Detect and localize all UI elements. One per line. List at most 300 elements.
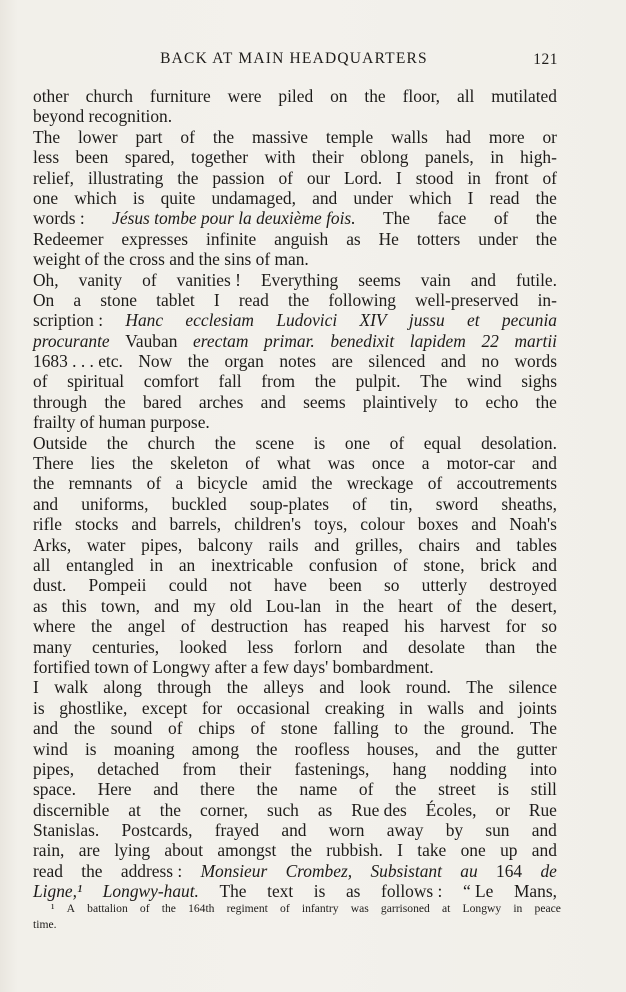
word: under (353, 187, 393, 208)
word: following (328, 289, 396, 310)
word: The (33, 126, 61, 147)
word: mutilated (491, 86, 557, 106)
word: uniforms, (81, 493, 149, 514)
word: sheaths, (501, 493, 557, 514)
word: front (494, 167, 529, 188)
word: stone, (423, 554, 465, 575)
word: illustrating (87, 167, 164, 188)
text-line (33, 616, 557, 636)
text-line (33, 840, 557, 860)
word: walls (391, 126, 428, 147)
word: old (229, 595, 252, 616)
word: balcony (197, 534, 253, 555)
word: except (141, 697, 188, 718)
word: boxes (417, 514, 459, 535)
word: lower (77, 126, 118, 147)
word: read (33, 860, 63, 881)
word: Redeemer (33, 228, 104, 249)
word: rifle (33, 514, 62, 535)
word: The (529, 718, 557, 739)
word: in (335, 595, 349, 616)
footnote-word: battalion (87, 902, 128, 915)
word: primar. (264, 330, 315, 351)
word: I (33, 677, 39, 698)
word: joints (518, 697, 557, 718)
word: pipes, (141, 534, 183, 555)
word: lapidem (409, 330, 466, 351)
word: wreckage (346, 473, 414, 494)
word: alleys (263, 677, 304, 698)
word: our (306, 167, 331, 188)
text-line (33, 800, 557, 820)
word: brick (480, 554, 517, 575)
word: de (540, 860, 557, 881)
text-line (33, 310, 557, 330)
word: one (344, 432, 371, 453)
word: and (531, 820, 557, 841)
word: the (104, 391, 126, 412)
word: Lord. (343, 167, 383, 188)
word: the (287, 289, 310, 310)
word: what (276, 453, 311, 474)
word: notes (279, 351, 317, 372)
word: been (75, 147, 109, 168)
word: fall (218, 371, 242, 392)
word: jussu (408, 310, 445, 331)
word: at (128, 799, 141, 820)
word: scene (255, 432, 295, 453)
word: Postcards, (121, 820, 193, 841)
footnote-word: ¹ (51, 902, 55, 915)
word: of (146, 473, 162, 494)
word: remnants (68, 473, 133, 494)
word: and (260, 391, 286, 412)
word: in (149, 554, 164, 575)
word: amid (262, 473, 297, 494)
word: one (460, 840, 486, 861)
word: moaning (113, 738, 175, 759)
word: silenced (368, 351, 426, 372)
word: as (346, 228, 361, 249)
word: Oh, (33, 269, 59, 290)
word: plaintively (362, 391, 438, 412)
text-line (33, 290, 557, 310)
word: the (256, 738, 278, 759)
word: Arks, (33, 534, 72, 555)
word: au (460, 860, 478, 881)
word: fastenings, (294, 758, 370, 779)
word: undamaged, (211, 187, 296, 208)
word: Ligne,¹ (33, 881, 83, 902)
word: Here (97, 779, 132, 800)
word: sighs (521, 371, 557, 392)
word: colour (360, 514, 405, 535)
word: On (33, 289, 55, 310)
word: stocks (74, 514, 119, 535)
word: The (219, 881, 247, 902)
word: such (266, 799, 299, 820)
word: pecunia (501, 310, 557, 331)
word: all (33, 554, 51, 575)
word: desolation. (481, 432, 557, 453)
word: benedixit (330, 330, 395, 351)
word: inextricable (211, 554, 294, 575)
word: of (168, 718, 183, 739)
word: wind (466, 371, 502, 392)
word: in (490, 147, 504, 168)
text-line (33, 575, 557, 595)
word: harvest (440, 616, 491, 637)
word: is (132, 187, 145, 208)
word: Pompeii (88, 575, 147, 596)
word: of (352, 493, 367, 514)
word: less (247, 636, 274, 657)
word: Crombez, (285, 860, 353, 881)
word: so (384, 575, 400, 596)
word: lying (114, 840, 151, 861)
word: ground. (460, 718, 515, 739)
word: round. (405, 677, 451, 698)
word: the (535, 187, 557, 208)
word: desert, (511, 595, 557, 616)
word: the (290, 840, 312, 861)
word: and (362, 636, 388, 657)
word: hang (392, 758, 427, 779)
word: the (106, 432, 128, 453)
text-line (33, 494, 557, 514)
word: stone (280, 718, 318, 739)
word: I (397, 840, 403, 861)
word: He (378, 228, 399, 249)
word: rails (268, 534, 299, 555)
text-line (33, 677, 557, 697)
word: lies (90, 453, 115, 474)
word: and (33, 493, 59, 514)
word: Mans, (513, 881, 557, 902)
word: falling (333, 718, 379, 739)
word: together (191, 147, 249, 168)
word: as (33, 595, 48, 616)
word: to (454, 391, 469, 412)
word: of (33, 371, 48, 392)
word: of (180, 616, 196, 637)
word: Lou-lan (266, 595, 322, 616)
word: text (267, 881, 294, 902)
word: massive (251, 126, 309, 147)
word: panels, (424, 147, 474, 168)
word: and (153, 779, 179, 800)
word: Écoles, (425, 799, 477, 820)
text-line (33, 147, 557, 167)
word: or (495, 799, 510, 820)
text-line (33, 514, 557, 534)
word: rubbish. (326, 840, 383, 861)
word: had (445, 126, 471, 147)
word: so (541, 616, 557, 637)
word: or (542, 126, 557, 147)
word: words (514, 351, 557, 372)
word: the (314, 371, 336, 392)
word: is (497, 779, 510, 800)
word: arches (198, 391, 244, 412)
footnote-word: A (66, 902, 76, 915)
word: the (90, 616, 113, 637)
word: other (33, 86, 69, 106)
footnote-word: in (513, 902, 523, 915)
word: the (256, 779, 278, 800)
word: and (312, 187, 338, 208)
word: a (73, 289, 82, 310)
word: the (131, 453, 154, 474)
word: There (33, 453, 74, 474)
text-line (33, 881, 557, 901)
word: was (327, 453, 355, 474)
word: 1683 . . . etc. (33, 351, 123, 372)
footnote-word: garrisoned (380, 902, 430, 915)
text-line (33, 473, 557, 493)
word: the (81, 860, 103, 881)
footnote-word: was (350, 902, 369, 915)
word: entangled (66, 554, 134, 575)
word: could (168, 575, 208, 596)
word: as (317, 799, 333, 820)
word: destroyed (489, 575, 557, 596)
word: the (535, 636, 557, 657)
text-line (33, 168, 557, 188)
word: frayed (214, 820, 260, 841)
word: and (440, 351, 466, 372)
word: beyond recognition. (33, 106, 173, 127)
word: frailty of human purpose. (33, 412, 210, 433)
text-line (33, 392, 557, 412)
word: of (393, 554, 408, 575)
word: the (159, 799, 182, 820)
footnote-line (33, 901, 561, 917)
text-line (33, 657, 557, 677)
word: and (531, 453, 557, 474)
word: walk (54, 677, 88, 698)
word: read (238, 289, 269, 310)
word: I (467, 187, 474, 208)
word: along (103, 677, 142, 698)
word: in (467, 167, 481, 188)
page-number: 121 (533, 51, 558, 68)
word: amongst (217, 840, 277, 861)
word: which (74, 187, 117, 208)
word: and (435, 738, 461, 759)
word: to (394, 718, 408, 739)
word: expresses (121, 228, 189, 249)
text-line (33, 86, 557, 106)
word: name (299, 779, 338, 800)
word: erectam (193, 330, 249, 351)
word: in (399, 697, 413, 718)
word: stone (100, 289, 137, 310)
word: away (386, 820, 424, 841)
word: the (177, 167, 199, 188)
word: are (331, 351, 353, 372)
word: spared, (124, 147, 175, 168)
word: and (33, 718, 59, 739)
word: has (303, 616, 327, 637)
word: organ (224, 351, 264, 372)
word: bicycle (197, 473, 248, 494)
word: still (530, 779, 557, 800)
word: looked (179, 636, 227, 657)
word: are (78, 840, 100, 861)
word: Now (138, 351, 173, 372)
word: infinite (206, 228, 257, 249)
word: the (212, 126, 235, 147)
word: and (470, 269, 496, 290)
word: address : (120, 860, 183, 881)
word: The (466, 677, 494, 698)
word: comfort (143, 371, 199, 392)
word: worn (328, 820, 365, 841)
text-line (33, 188, 557, 208)
word: Vauban (125, 330, 178, 351)
word: sword (435, 493, 479, 514)
word: vanity (78, 269, 123, 290)
word: I (213, 289, 220, 310)
word: the (214, 432, 236, 453)
word: silence (508, 677, 557, 698)
word: creaking (324, 697, 385, 718)
word: the (362, 595, 385, 616)
word: this (61, 595, 87, 616)
word: part (135, 126, 163, 147)
word: reaped (342, 616, 389, 637)
word: the (364, 86, 386, 106)
text-line (33, 331, 557, 351)
word: one (33, 187, 59, 208)
word: toys, (313, 514, 348, 535)
word: floor, (402, 86, 441, 106)
word: and (314, 534, 340, 555)
text-line (33, 412, 557, 432)
word: gutter (516, 738, 557, 759)
word: pipes, (33, 758, 75, 779)
text-line (33, 739, 557, 759)
word: and (471, 514, 497, 535)
word: not (229, 575, 252, 596)
word: face (437, 208, 467, 229)
word: sound (110, 718, 153, 739)
footnote-word: infantry (301, 902, 339, 915)
word: been (328, 575, 362, 596)
text-line (33, 433, 557, 453)
word: once (371, 453, 405, 474)
word: scription : (33, 310, 104, 331)
word: more (488, 126, 525, 147)
word: houses, (366, 738, 419, 759)
footnote-word: peace (534, 902, 561, 915)
word: forlorn (293, 636, 343, 657)
word: read (489, 187, 520, 208)
word: skeleton (170, 453, 229, 474)
word: of (250, 718, 266, 739)
word: and (475, 534, 501, 555)
word: Outside (33, 432, 88, 453)
word: destruction (210, 616, 289, 637)
word: tin, (389, 493, 413, 514)
word: XIV (359, 310, 387, 331)
word: nodding (449, 758, 507, 779)
word: and (131, 514, 157, 535)
footnote-word: the (161, 902, 176, 915)
text-line (33, 861, 557, 881)
footnote-word: of (139, 902, 150, 915)
word: confusion (308, 554, 378, 575)
word: where (33, 616, 76, 637)
word: as (345, 881, 361, 902)
word: Stanislas. (33, 820, 100, 841)
word: of (447, 595, 462, 616)
word: a (421, 453, 430, 474)
word: Noah's (509, 514, 557, 535)
running-head (30, 50, 558, 72)
word: through (157, 677, 212, 698)
word: church (147, 432, 195, 453)
text-line (33, 229, 557, 249)
word: tables (516, 534, 557, 555)
word: motor-car (446, 453, 515, 474)
word: the (33, 473, 55, 494)
footnote-word: 164th (188, 902, 215, 915)
word: space. (33, 779, 76, 800)
word: his (404, 616, 425, 637)
word: furniture (149, 86, 211, 106)
word: children's (234, 514, 302, 535)
word: “ Le (462, 881, 494, 902)
word: have (273, 575, 307, 596)
word: Hanc (125, 310, 164, 331)
word: town, (100, 595, 140, 616)
word: passion (212, 167, 265, 188)
word: soup-plates (249, 493, 330, 514)
word: Ludovici (276, 310, 338, 331)
word: ghostlike, (59, 697, 128, 718)
word: futile. (515, 269, 557, 290)
word: my (193, 595, 216, 616)
word: follows : (381, 881, 443, 902)
word: stood (415, 167, 454, 188)
word: an (178, 554, 196, 575)
word: corner, (199, 799, 249, 820)
word: into (529, 758, 557, 779)
word: of (245, 453, 260, 474)
word: is (84, 738, 97, 759)
word: centuries, (92, 636, 160, 657)
word: seems (358, 269, 401, 290)
word: and (281, 820, 307, 841)
word: through (33, 391, 88, 412)
word: tablet (156, 289, 195, 310)
word: which (409, 187, 452, 208)
word: roofless (294, 738, 350, 759)
word: the (535, 391, 557, 412)
word: words : (33, 208, 85, 229)
word: less (33, 147, 60, 168)
word: their (239, 758, 272, 779)
word: and (531, 840, 557, 861)
word: detached (97, 758, 160, 779)
word: ecclesiam (185, 310, 254, 331)
word: Subsistant (370, 860, 442, 881)
word: of (180, 126, 195, 147)
word: 164 (496, 860, 523, 881)
word: there (200, 779, 235, 800)
